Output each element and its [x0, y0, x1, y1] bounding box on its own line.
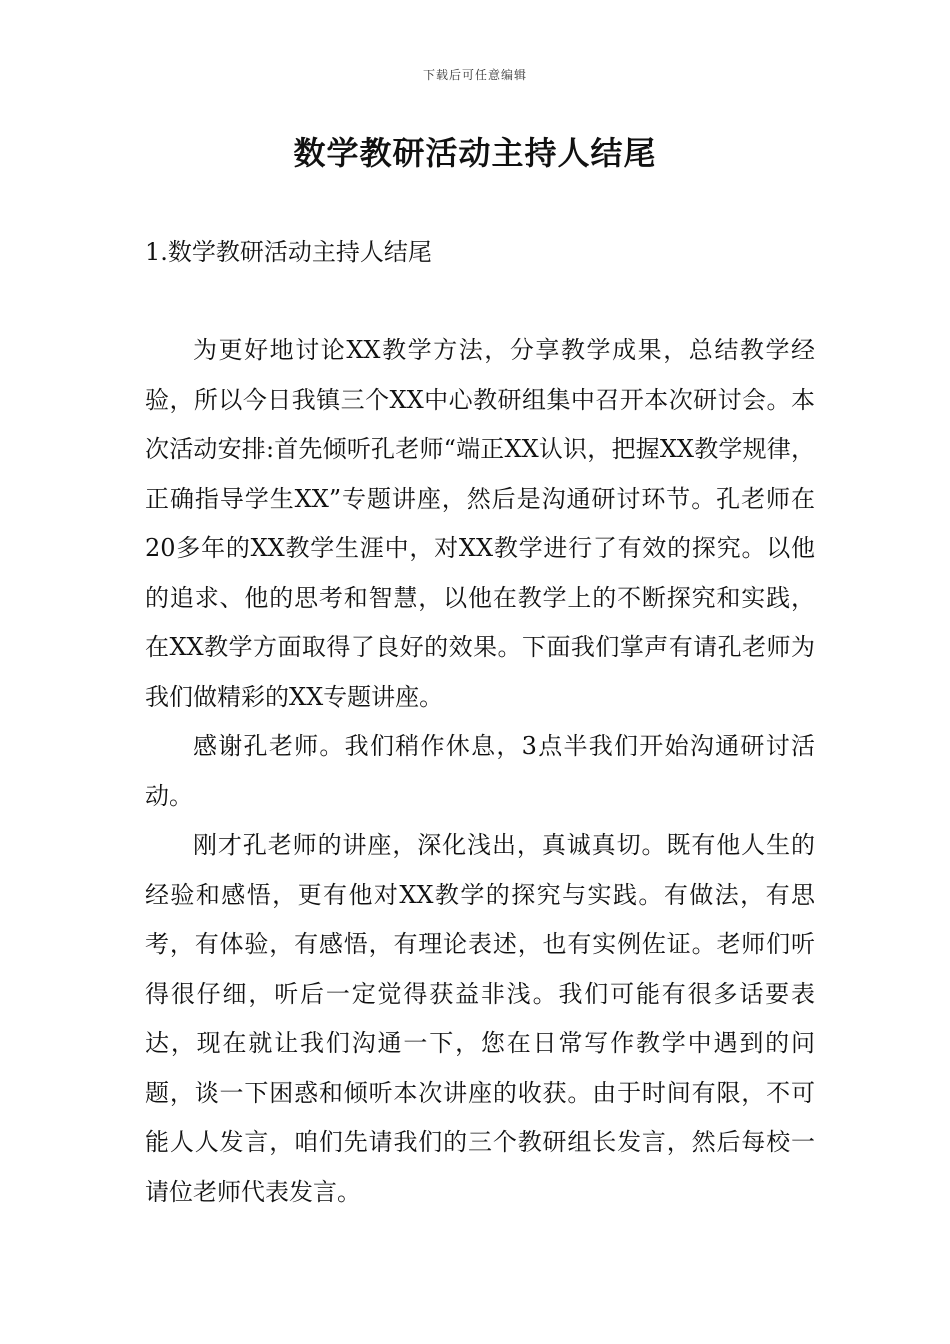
paragraph-break: 感谢孔老师。我们稍作休息，3点半我们开始沟通研讨活动。	[145, 732, 815, 810]
paragraph-discussion: 刚才孔老师的讲座，深化浅出，真诚真切。既有他人生的经验和感悟，更有他对XX教学的探究与实践。有做法，有思考，有体验，有感悟，有理论表述，也有实例佐证。老师们听得很仔细，听后一定觉得获益非浅。我们可能有很多话要表达，现在就让我们沟通一下，您在日常写作教学中遇到的问题，谈一下困惑和倾听本次讲座的收获。由于时间有限，不可能人人发言，咱们先请我们的三个教研组长发言，然后每校一请位老师代表发言。	[145, 831, 815, 1206]
body-text	[145, 326, 815, 1217]
header-note: 下载后可任意编辑	[422, 68, 527, 82]
section-heading: 1.数学教研活动主持人结尾	[145, 238, 432, 266]
document-title: 数学教研活动主持人结尾	[293, 134, 657, 172]
paragraph-intro: 为更好地讨论XX教学方法，分享教学成果，总结教学经验，所以今日我镇三个XX中心教研组集中召开本次研讨会。本次活动安排:首先倾听孔老师“端正XX认识，把握XX教学规律，正确指导学生XX”专题讲座，然后是沟通研讨环节。孔老师在20多年的XX教学生涯中，对XX教学进行了有效的探究。以他的追求、他的思考和智慧，以他在教学上的不断探究和实践，在XX教学方面取得了良好的效果。下面我们掌声有请孔老师为我们做精彩的XX专题讲座。	[145, 336, 815, 711]
